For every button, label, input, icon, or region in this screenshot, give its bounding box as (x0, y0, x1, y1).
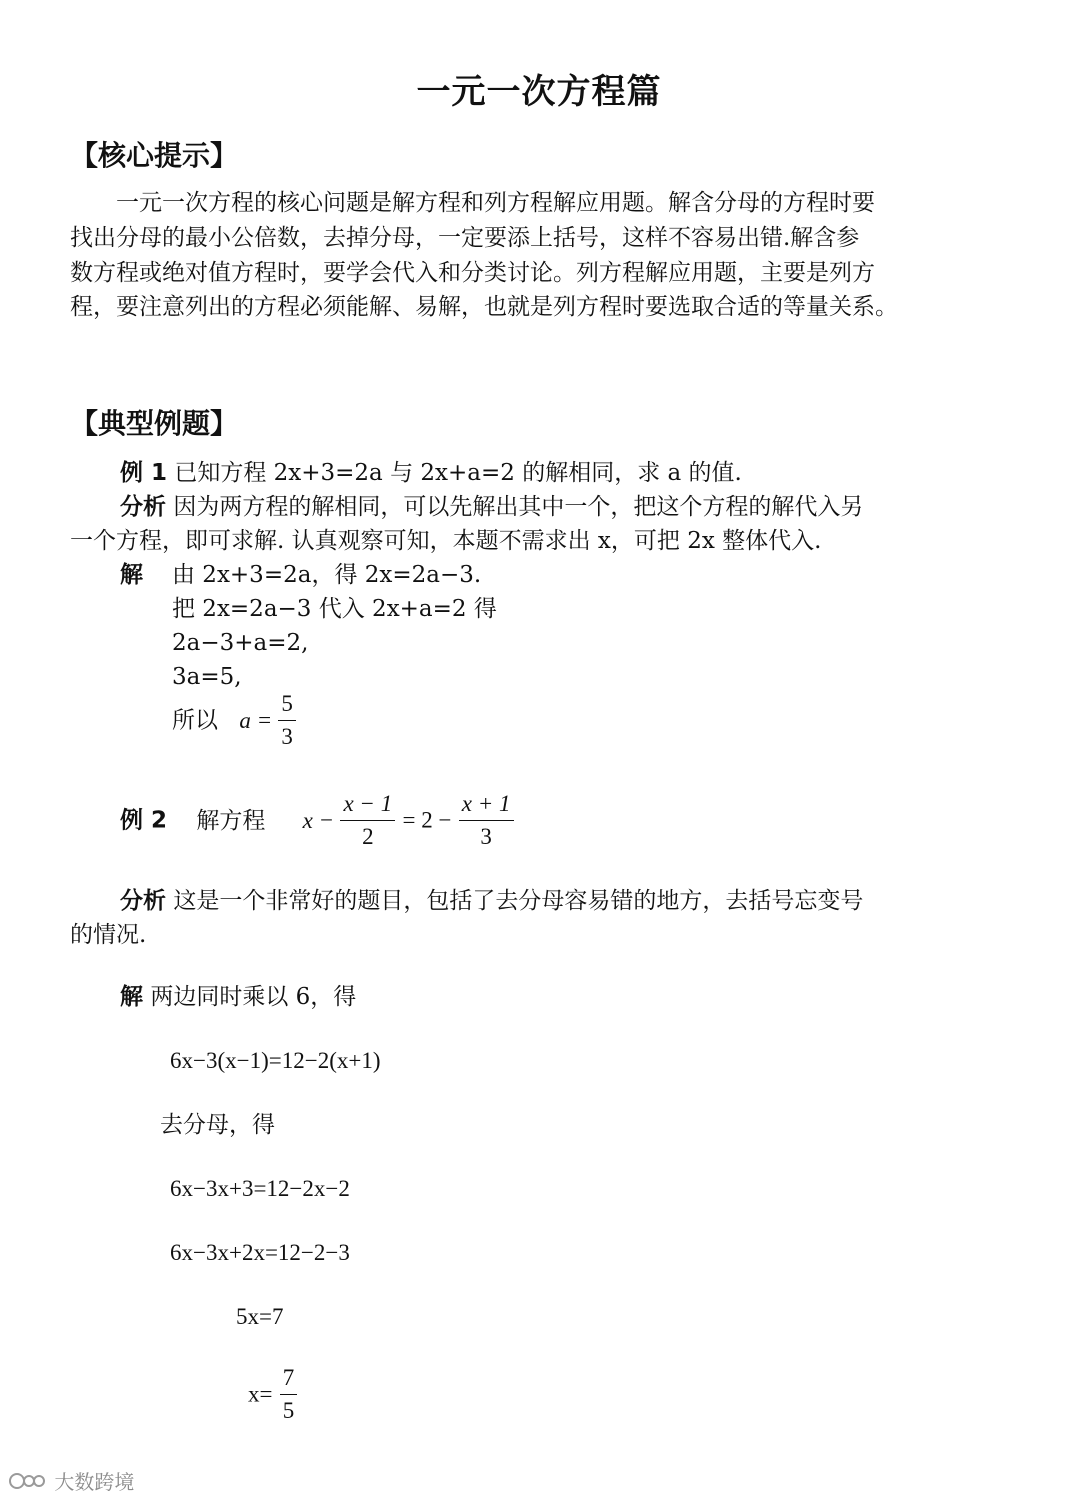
ex2-solution-text: 两边同时乘以 6，得 (150, 984, 357, 1010)
examples-heading: 【典型例题】 (70, 407, 239, 440)
ex2-x: x (302, 807, 313, 833)
ex1-fraction (278, 688, 296, 753)
ex1-step-3: 2a−3+a=2, (172, 630, 309, 656)
ex1-step-2: 把 2x=2a−3 代入 2x+a=2 得 (172, 596, 497, 622)
ex2-step-4: 6x−3x+2x=12−2−3 (170, 1240, 350, 1265)
ex1-solution-label: 解 (120, 562, 143, 588)
core-line-4: 程，要注意列出的方程必须能解、易解，也就是列方程时要选取合适的等量关系。 (70, 294, 898, 320)
ex2-analysis-1: 这是一个非常好的题目，包括了去分母容易错的地方，去括号忘变号 (173, 888, 864, 914)
ex1-statement-line (120, 456, 742, 490)
ex2-step-1: 6x−3(x−1)=12−2(x+1) (170, 1048, 381, 1073)
ex2-solution-label: 解 (120, 984, 143, 1010)
ex2-fraction-2-den: 3 (480, 824, 492, 849)
ex2-step-5: 5x=7 (236, 1304, 284, 1329)
ex2-analysis-2: 的情况. (70, 922, 147, 948)
ex2-fraction-1-num: x − 1 (340, 788, 395, 821)
ex2-minus: − (320, 807, 334, 833)
ex1-conclusion-prefix: 所以 (172, 707, 218, 734)
ex1-analysis-2: 一个方程，即可求解. 认真观察可知，本题不需求出 x，可把 2x 整体代入. (70, 528, 822, 554)
ex2-step-2-text: 去分母，得 (160, 1112, 275, 1138)
page-title: 一元一次方程篇 (416, 72, 662, 112)
ex2-analysis-label: 分析 (120, 888, 166, 914)
ex2-label: 例 2 (120, 807, 168, 834)
core-line-3: 数方程或绝对值方程时，要学会代入和分类讨论。列方程解应用题，主要是列方 (70, 260, 875, 286)
ex1-analysis-1: 因为两方程的解相同，可以先解出其中一个，把这个方程的解代入另 (173, 494, 864, 520)
ex2-final-num: 7 (280, 1362, 298, 1395)
core-heading: 【核心提示】 (70, 139, 239, 172)
watermark (8, 1466, 134, 1495)
ex1-analysis-label: 分析 (120, 494, 166, 520)
ex1-label: 例 1 (120, 460, 168, 486)
ex2-prompt: 解方程 (196, 807, 266, 834)
ex1-eq: = (258, 707, 272, 733)
ex2-equation-line (120, 788, 514, 853)
ex1-var: a (239, 707, 251, 733)
watermark-logo-icon (8, 1470, 48, 1492)
ex2-final-den: 5 (282, 1398, 295, 1423)
ex2-fraction-2 (459, 788, 514, 853)
ex1-analysis-line (120, 490, 863, 524)
ex2-final (248, 1362, 297, 1427)
core-line-2: 找出分母的最小公倍数，去掉分母，一定要添上括号，这样不容易出错.解含参 (70, 225, 860, 251)
ex2-fraction-1-den: 2 (362, 824, 374, 849)
ex2-solution-line (120, 980, 356, 1014)
ex2-fraction-2-num: x + 1 (459, 788, 514, 821)
ex1-conclusion (172, 688, 296, 753)
ex2-final-fraction (280, 1362, 298, 1427)
ex2-eq-two: = 2 − (402, 807, 452, 833)
core-line-1: 一元一次方程的核心问题是解方程和列方程解应用题。解含分母的方程时要 (116, 190, 875, 216)
ex1-statement: 已知方程 2x+3=2a 与 2x+a=2 的解相同，求 a 的值. (174, 460, 742, 486)
ex1-step-4: 3a=5, (172, 664, 242, 690)
ex2-final-lhs: x= (248, 1381, 273, 1407)
ex2-analysis-line (120, 884, 863, 918)
ex2-fraction-1 (340, 788, 395, 853)
ex1-step-1: 由 2x+3=2a，得 2x=2a−3. (172, 562, 482, 588)
ex1-fraction-den: 3 (281, 724, 293, 749)
ex1-fraction-num: 5 (278, 688, 296, 721)
watermark-text: 大数跨境 (54, 1470, 135, 1494)
ex2-step-3: 6x−3x+3=12−2x−2 (170, 1176, 350, 1201)
